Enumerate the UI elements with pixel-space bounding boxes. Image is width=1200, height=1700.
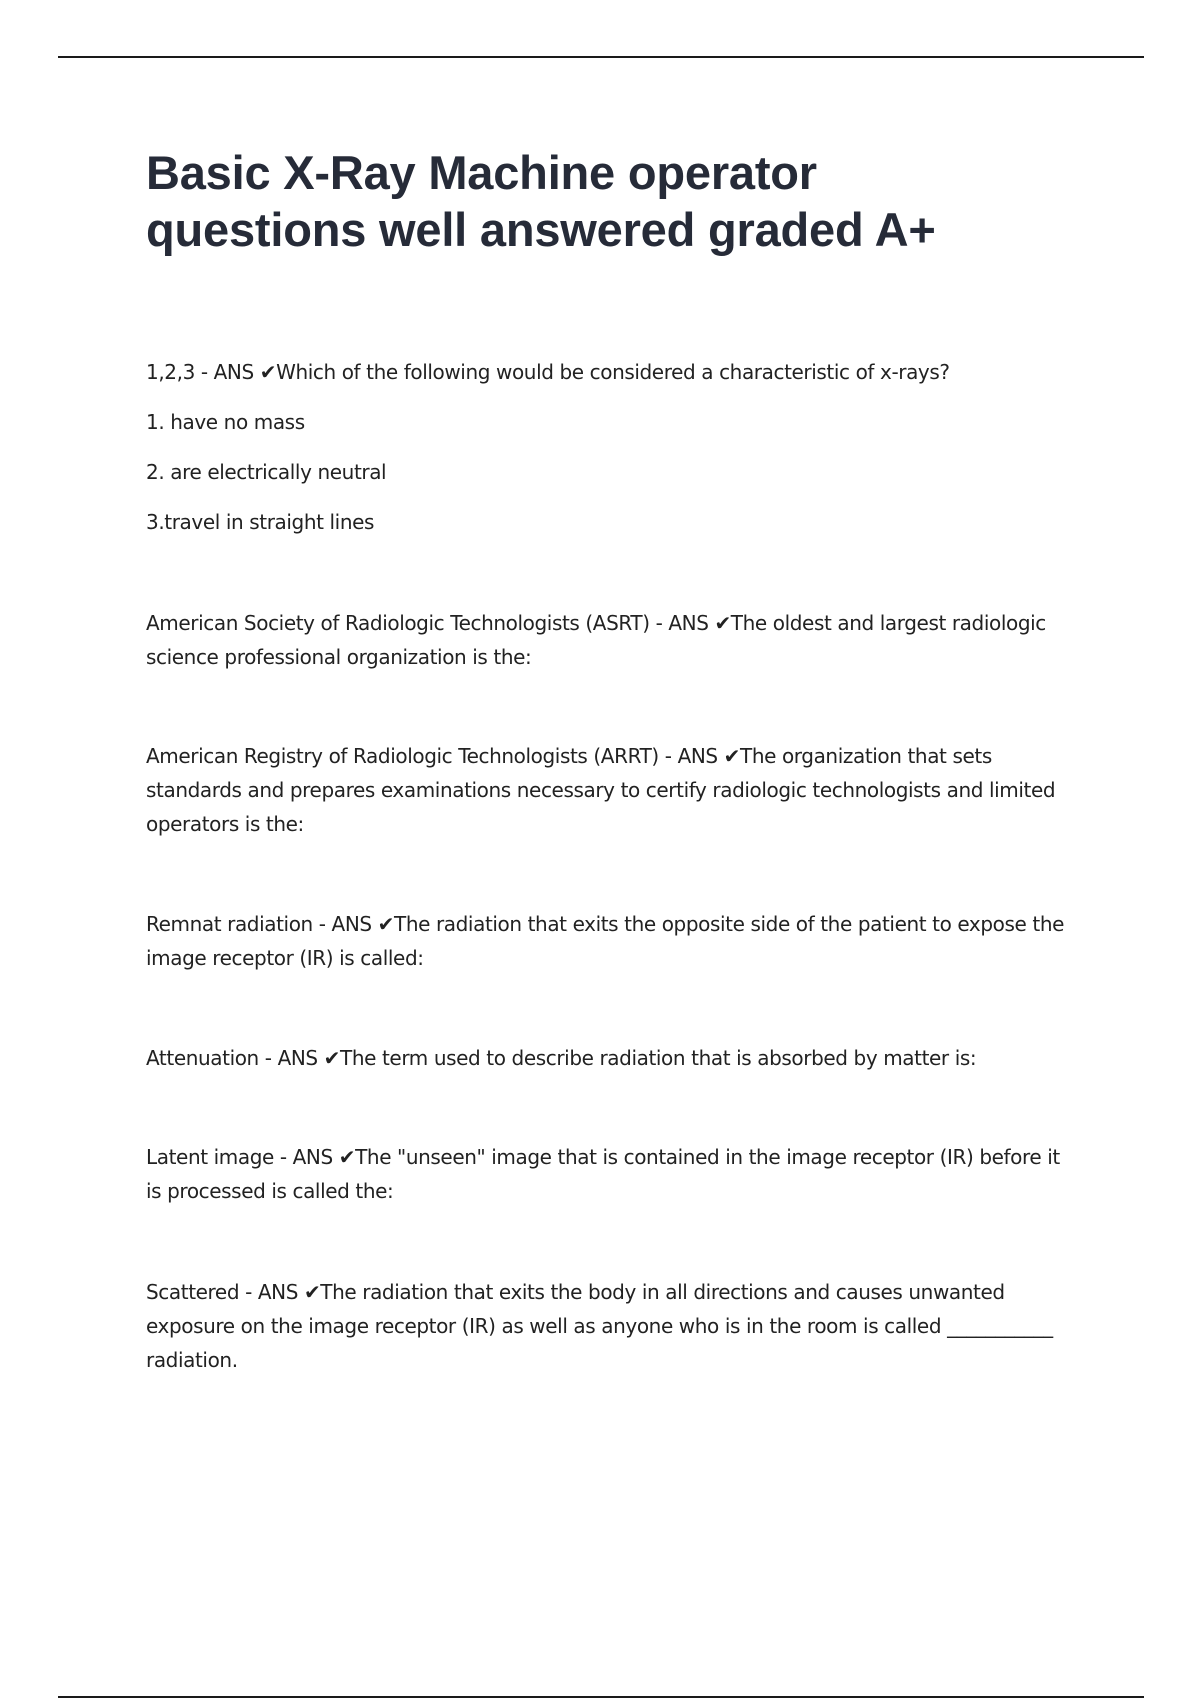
qa-item-arrt [146,739,1086,841]
top-rule [58,56,1144,58]
title-line: Basic X-Ray Machine operator [146,146,817,199]
qa-text-line: is processed is called the: [146,1179,394,1203]
qa-text-line: radiation. [146,1348,238,1372]
qa-text-line: Attenuation - ANS ✔The term used to describe radiation that is absorbed by matter is: [146,1046,977,1070]
qa-text-line: Latent image - ANS ✔The "unseen" image that is contained in the image receptor (IR) before it [146,1145,1060,1169]
qa-item-asrt [146,606,1086,674]
qa-text-line: standards and prepares examinations necessary to certify radiologic technologists and limited [146,778,1056,802]
qa-item-scattered [146,1275,1086,1377]
answer-option [146,505,1086,539]
qa-text-line: science professional organization is the: [146,645,532,669]
qa-item-latent-image [146,1140,1086,1208]
qa-text-line: operators is the: [146,812,304,836]
qa-text-line: American Registry of Radiologic Technologists (ARRT) - ANS ✔The organization that sets [146,744,992,768]
bottom-rule [58,1696,1144,1698]
qa-item-characteristics [146,355,1086,389]
document-title [146,144,1086,258]
answer-option [146,405,1086,439]
qa-text-line: Scattered - ANS ✔The radiation that exits the body in all directions and causes unwanted [146,1280,1005,1304]
qa-text-line: American Society of Radiologic Technologists (ASRT) - ANS ✔The oldest and largest radiologic [146,611,1046,635]
title-line: questions well answered graded A+ [146,203,936,256]
qa-text-line: 1,2,3 - ANS ✔Which of the following would be considered a characteristic of x-rays? [146,360,950,384]
qa-text-line: Remnat radiation - ANS ✔The radiation that exits the opposite side of the patient to expose the [146,912,1065,936]
answer-option-text: 2. are electrically neutral [146,460,387,484]
qa-text-line: image receptor (IR) is called: [146,946,424,970]
answer-option-text: 1. have no mass [146,410,305,434]
qa-text-line: exposure on the image receptor (IR) as well as anyone who is in the room is called ___________ [146,1314,1053,1338]
qa-item-attenuation [146,1041,1086,1075]
answer-option-text: 3.travel in straight lines [146,510,375,534]
qa-item-remnant-radiation [146,907,1086,975]
answer-option [146,455,1086,489]
